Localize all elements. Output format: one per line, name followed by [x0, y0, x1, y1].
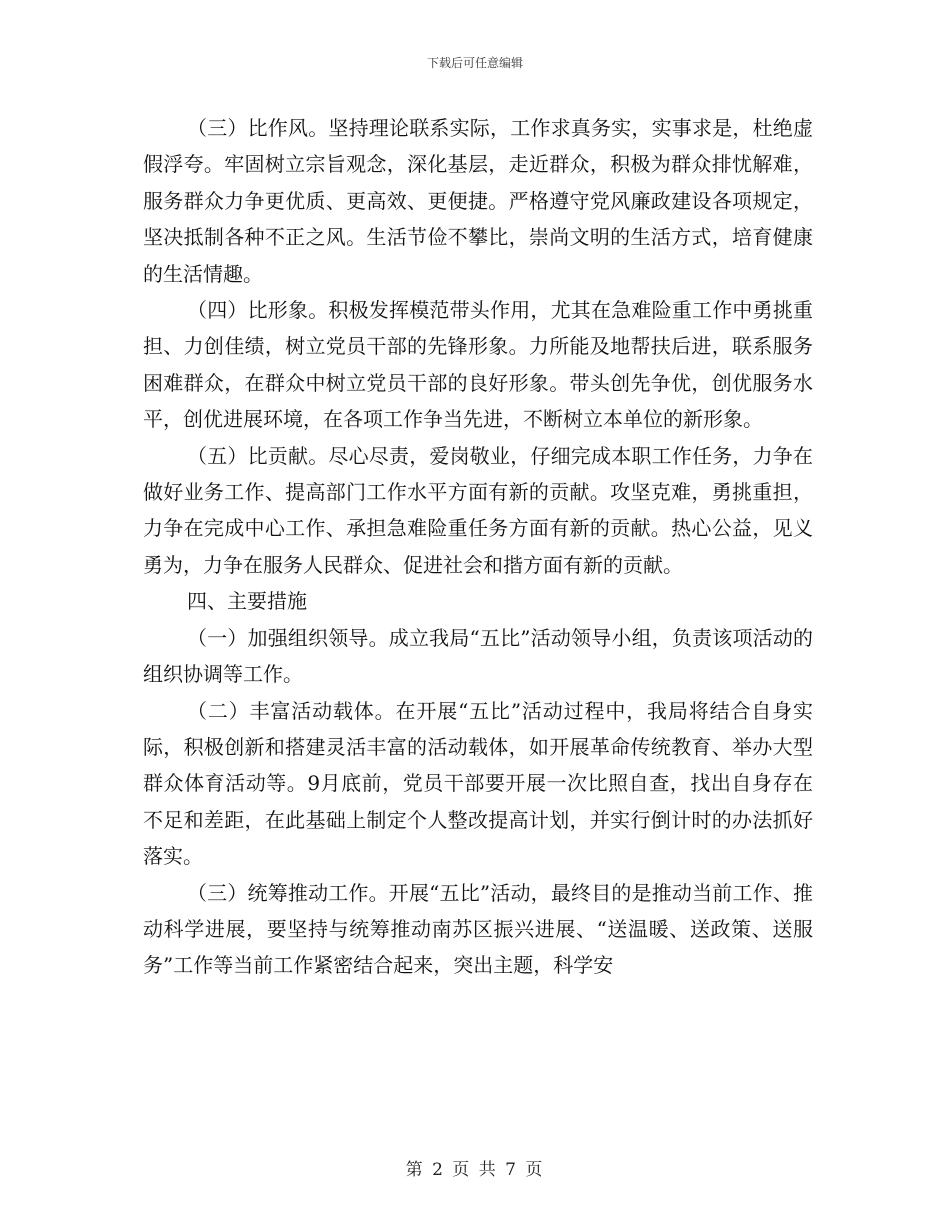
paragraph-coordination: （三）统筹推动工作。开展“五比”活动，最终目的是推动当前工作、推动科学进展，要坚持与统筹推动南苏区振兴进展、“送温暖、送政策、送服务”工作等当前工作紧密结合起来，突出主题，科学安: [143, 880, 813, 978]
document-body: [143, 110, 813, 984]
section-heading-main-measures: 四、主要措施: [187, 589, 307, 614]
page-header-note: 下载后可任意编辑: [426, 56, 523, 70]
paragraph-organization: （一）加强组织领导。成立我局“五比”活动领导小组，负责该项活动的组织协调等工作。: [143, 625, 813, 687]
paragraph-contribution: （五）比贡献。尽心尽责，爱岗敬业，仔细完成本职工作任务，力争在做好业务工作、提高部门工作水平方面有新的贡献。攻坚克难，勇挑重担，力争在完成中心工作、承担急难险重任务方面有新的贡献。热心公益，见义勇为，力争在服务人民群众、促进社会和揩方面有新的贡献。: [143, 443, 813, 577]
page-number-footer: 第 2 页 共 7 页: [405, 1160, 545, 1180]
paragraph-work-style: （三）比作风。坚持理论联系实际，工作求真务实，实事求是，杜绝虚假浮夸。牢固树立宗旨观念，深化基层，走近群众，积极为群众排忧解难，服务群众力争更优质、更高效、更便捷。严格遵守党风廉政建设各项规定，坚决抵制各种不正之风。生活节俭不攀比，崇尚文明的生活方式，培育健康的生活情趣。: [143, 116, 813, 286]
paragraph-activities: （二）丰富活动载体。在开展“五比”活动过程中，我局将结合自身实际，积极创新和搭建灵活丰富的活动载体，如开展革命传统教育、举办大型群众体育活动等。9月底前，党员干部要开展一次比照自查，找出自身存在不足和差距，在此基础上制定个人整改提高计划，并实行倒计时的办法抓好落实。: [143, 698, 813, 869]
paragraph-image: （四）比形象。积极发挥模范带头作用，尤其在急难险重工作中勇挑重担、力创佳绩，树立党员干部的先锋形象。力所能及地帮扶后进，联系服务困难群众，在群众中树立党员干部的良好形象。带头创先争优，创优服务水平，创优进展环境，在各项工作争当先进，不断树立本单位的新形象。: [143, 298, 813, 432]
